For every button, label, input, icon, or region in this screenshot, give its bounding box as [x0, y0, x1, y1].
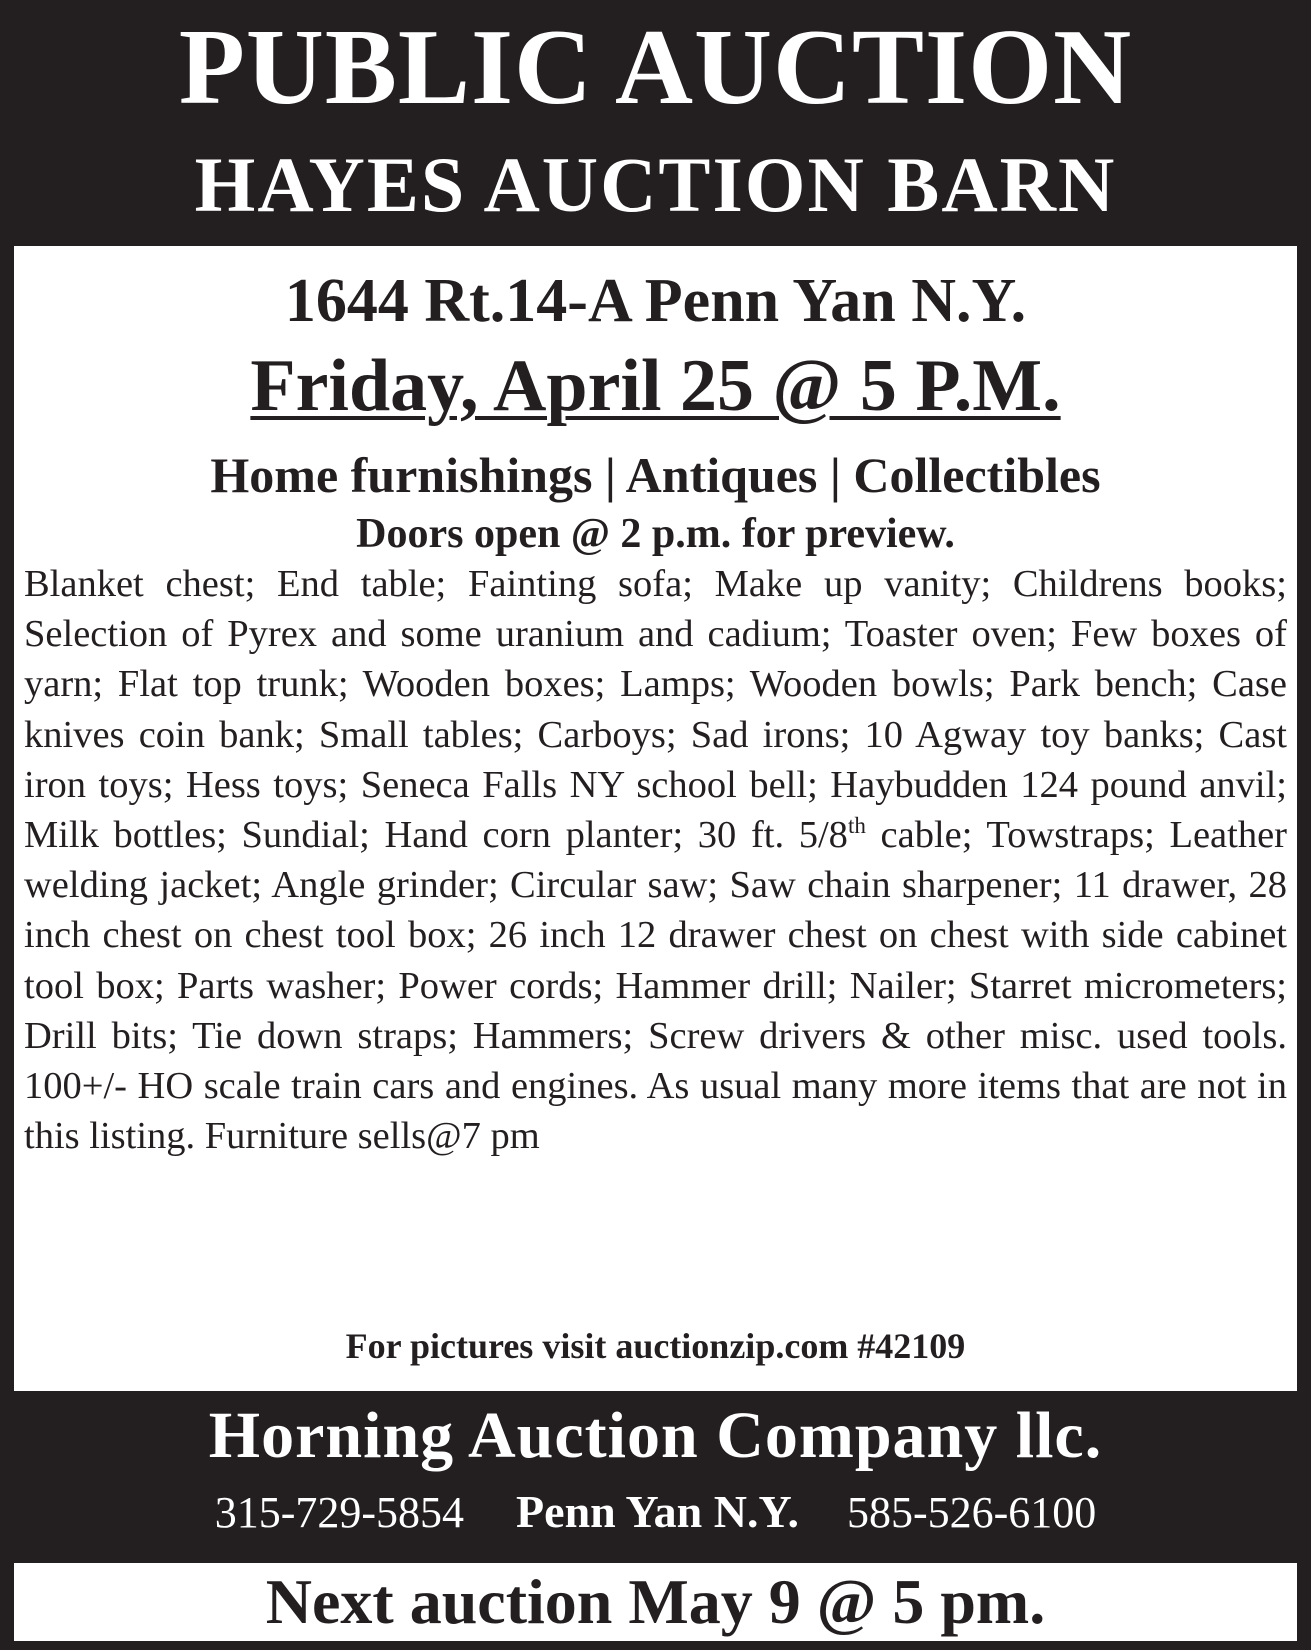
item-listing-superscript: th: [847, 812, 866, 839]
auction-date: [14, 344, 1297, 428]
next-auction-note: Next auction May 9 @ 5 pm.: [265, 1566, 1046, 1637]
auction-address: 1644 Rt.14-A Penn Yan N.Y.: [284, 267, 1027, 335]
item-listing-part1: Blanket chest; End table; Fainting sofa; Make up vanity; Childrens books; Selection of Pyrex and some uranium and cadium; Toaster oven; Few boxes of yarn; Flat top trunk; Wooden boxes; Lamps; Wooden bowls; Park bench; Case knives coin bank; Small tables; Carboys; Sad irons; 10 Agway toy banks; Cast iron toys; Hess toys; Seneca Falls NY school bell; Haybudden 124 pound anvil; Milk bottles; Sundial; Hand corn planter; 30 ft. 5/8: [24, 563, 1287, 857]
auction-categories: Home furnishings | Antiques | Collectibles: [210, 447, 1101, 503]
footer-panel: [14, 1563, 1297, 1641]
company-name: Horning Auction Company llc.: [208, 1399, 1103, 1472]
details-panel: [14, 246, 1297, 1391]
item-listing-part2: cable; Towstraps; Leather welding jacket; Angle grinder; Circular saw; Saw chain sharpener; 11 drawer, 28 inch chest on chest tool box; 26 inch 12 drawer chest on chest with side cabinet tool box; Parts washer; Power cords; Hammer drill; Nailer; Starret micrometers; Drill bits; Tie down straps; Hammers; Screw drivers & other misc. used tools. 100+/- HO scale train cars and engines. As usual many more items that are not in this listing. Furniture sells@7 pm: [24, 814, 1287, 1158]
company-town: Penn Yan N.Y.: [516, 1486, 799, 1537]
auction-date-text: Friday, April 25 @ 5 P.M.: [250, 345, 1061, 427]
phone-number-1: 315-729-5854: [214, 1488, 465, 1537]
company-contact: [0, 1484, 1311, 1541]
doors-open-note: Doors open @ 2 p.m. for preview.: [356, 511, 955, 557]
ad-title: PUBLIC AUCTION: [178, 8, 1133, 127]
ad-subtitle: HAYES AUCTION BARN: [194, 141, 1117, 228]
pictures-link-note: For pictures visit auctionzip.com #42109: [345, 1326, 966, 1366]
item-listing: [24, 559, 1287, 1161]
header: [0, 0, 1311, 245]
phone-number-2: 585-526-6100: [846, 1488, 1097, 1537]
